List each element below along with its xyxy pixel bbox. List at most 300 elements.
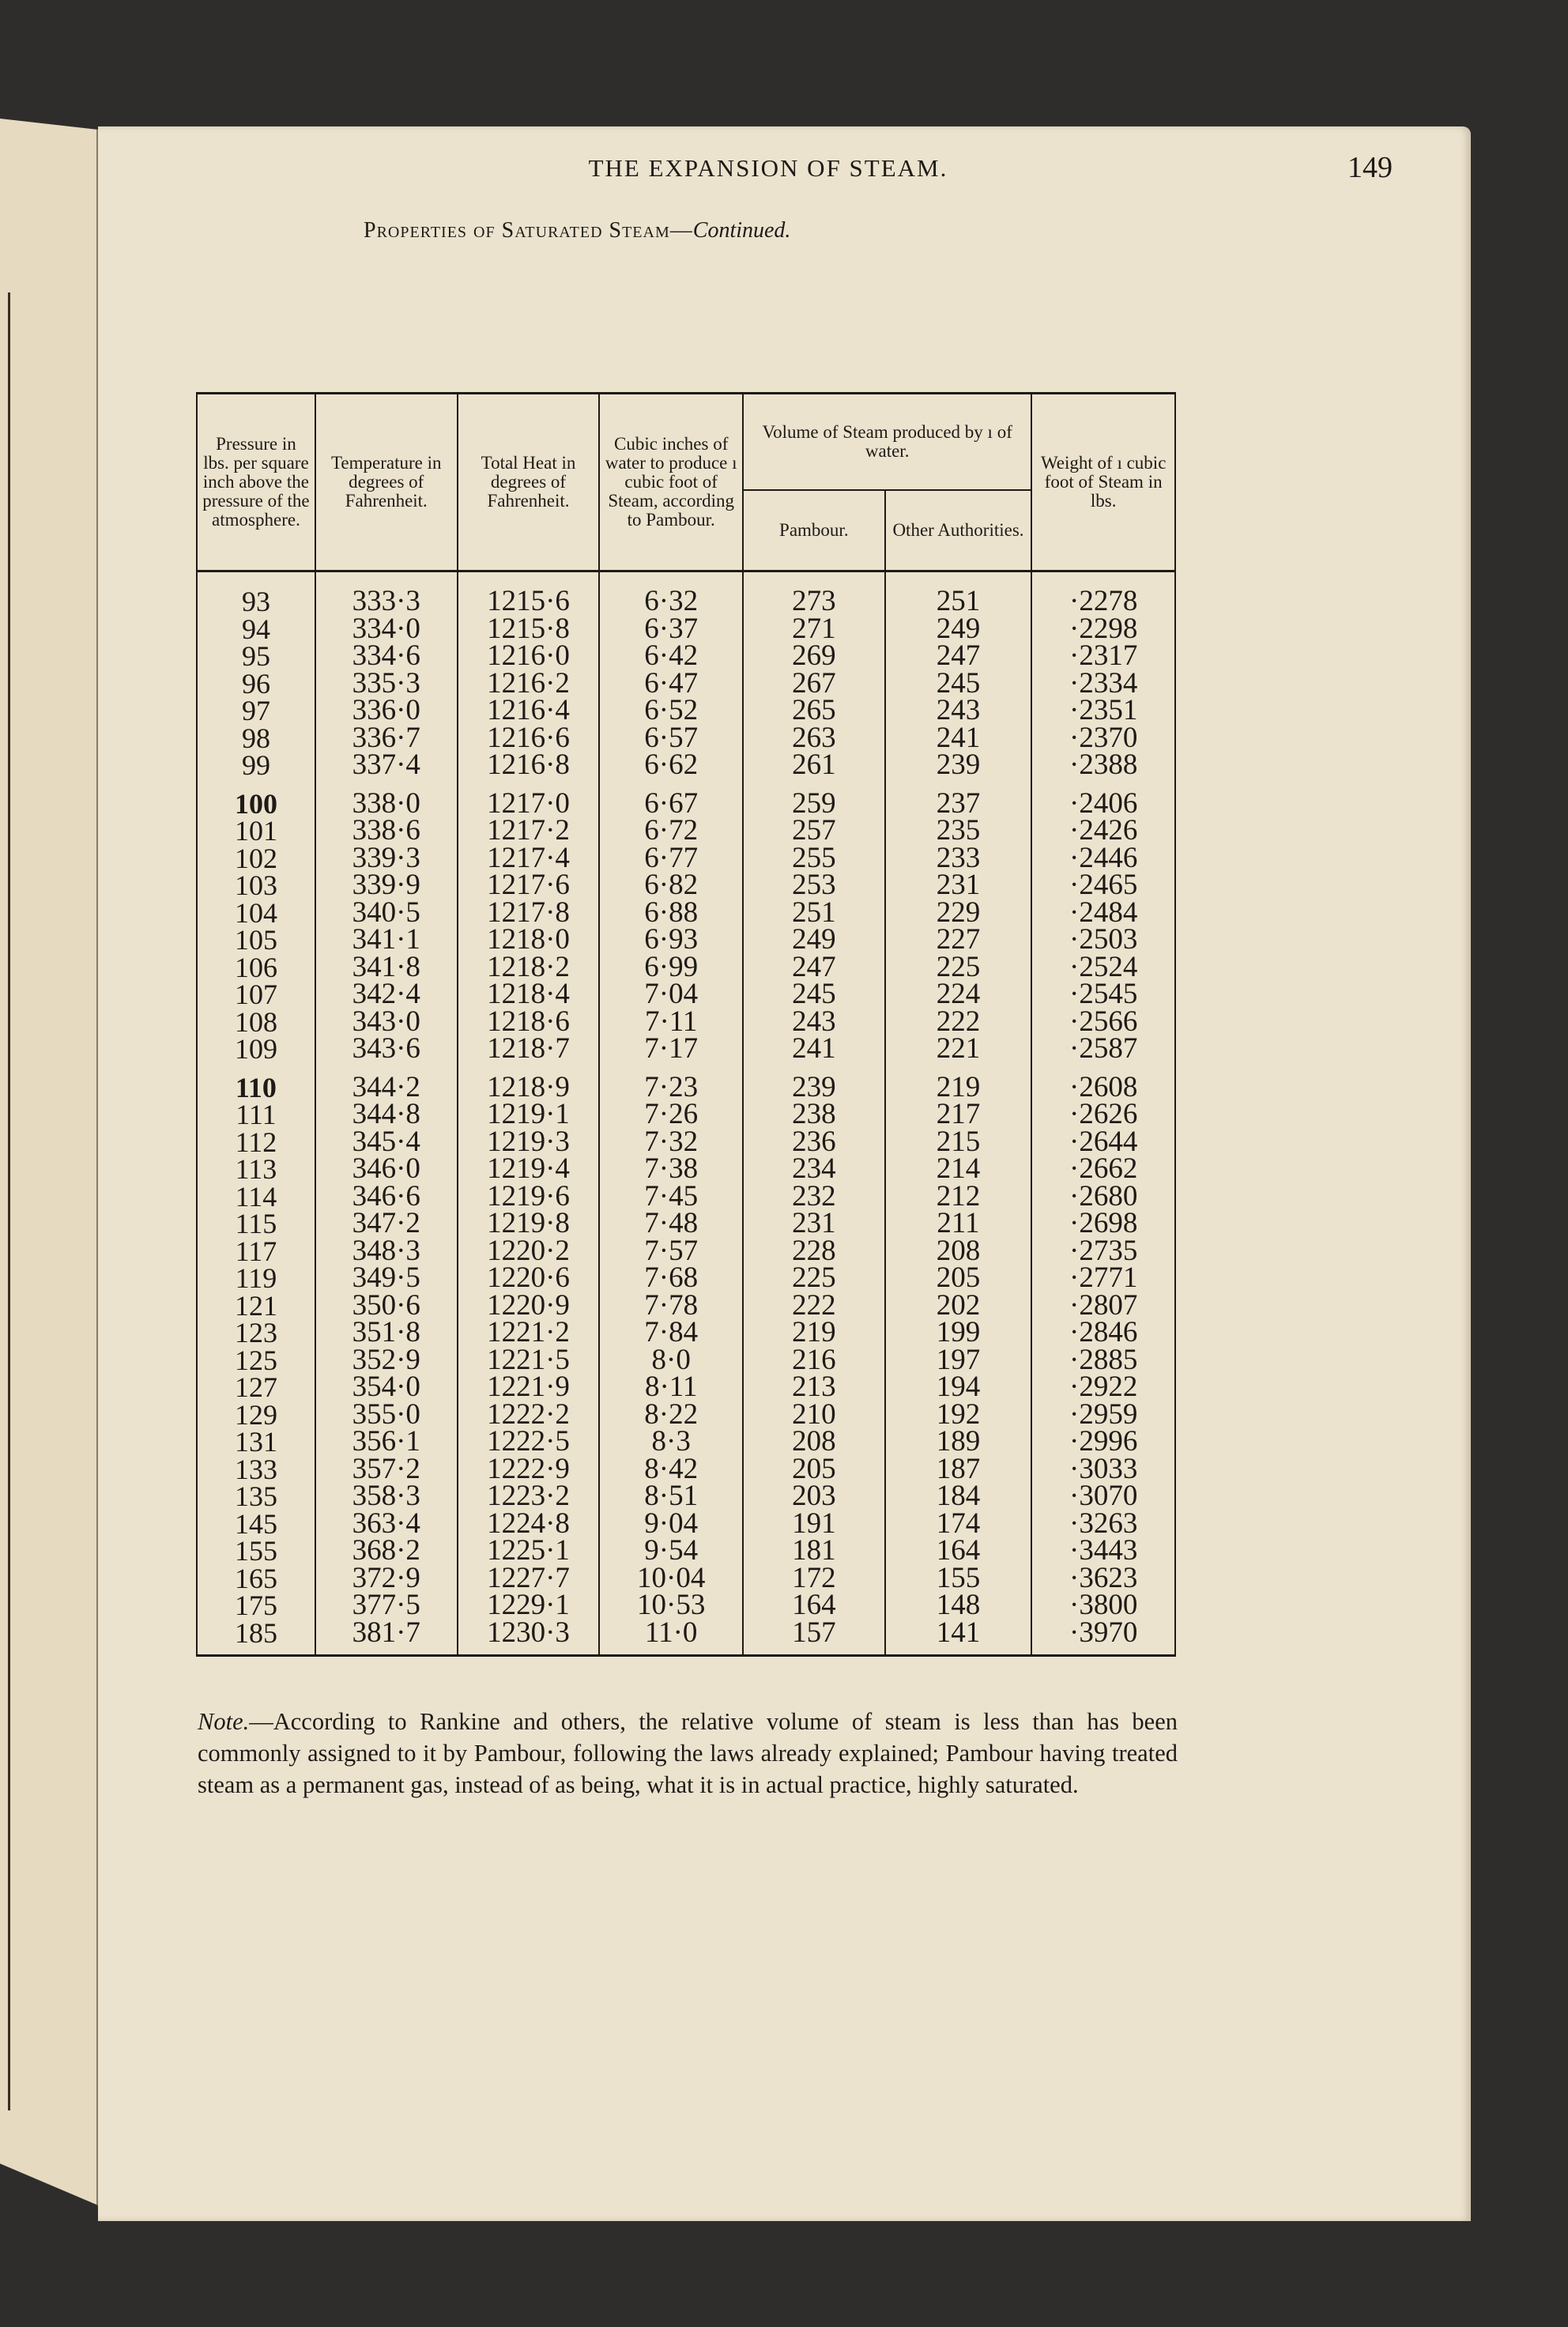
weight-cell: ·3033 — [1031, 1456, 1175, 1484]
pressure-cell: 105 — [197, 926, 315, 954]
table-row — [197, 1035, 1175, 1063]
volume-other-cell: 239 — [885, 752, 1032, 779]
cubic-inches-cell: 6·99 — [599, 954, 743, 982]
temperature-cell: 338·0 — [315, 779, 458, 818]
total-heat-cell: 1223·2 — [458, 1483, 600, 1510]
volume-pambour-cell: 238 — [743, 1101, 885, 1129]
volume-other-cell: 184 — [885, 1483, 1032, 1510]
volume-other-cell: 241 — [885, 725, 1032, 752]
table-row — [197, 899, 1175, 927]
volume-pambour-cell: 219 — [743, 1319, 885, 1347]
weight-cell: ·2278 — [1031, 577, 1175, 616]
weight-cell: ·3970 — [1031, 1620, 1175, 1656]
temperature-cell: 346·0 — [315, 1156, 458, 1183]
total-heat-cell: 1224·8 — [458, 1510, 600, 1538]
temperature-cell: 336·0 — [315, 697, 458, 725]
weight-cell: ·2545 — [1031, 981, 1175, 1009]
header-pressure: Pressure in lbs. per square inch above the pressure of the atmosphere. — [197, 394, 315, 571]
pressure-cell: 100 — [197, 779, 315, 818]
weight-cell: ·2996 — [1031, 1428, 1175, 1456]
weight-cell: ·2885 — [1031, 1347, 1175, 1375]
footnote-text: —According to Rankine and others, the relative volume of steam is less than has been commonly assigned to it by Pambour, following the laws already explained; Pambour having treated steam as a permanent gas, instead of as being, what it is in actual practice, highly saturated. — [198, 1708, 1178, 1798]
pressure-cell: 114 — [197, 1183, 315, 1211]
total-heat-cell: 1216·4 — [458, 697, 600, 725]
table-row — [197, 1620, 1175, 1656]
weight-cell: ·2698 — [1031, 1210, 1175, 1238]
cubic-inches-cell: 7·57 — [599, 1238, 743, 1265]
volume-other-cell: 208 — [885, 1238, 1032, 1265]
cubic-inches-cell: 8·22 — [599, 1401, 743, 1429]
table-row — [197, 1009, 1175, 1036]
volume-other-cell: 233 — [885, 845, 1032, 873]
temperature-cell: 345·4 — [315, 1129, 458, 1156]
total-heat-cell: 1217·2 — [458, 817, 600, 845]
total-heat-cell: 1220·9 — [458, 1292, 600, 1320]
cubic-inches-cell: 7·84 — [599, 1319, 743, 1347]
temperature-cell: 336·7 — [315, 725, 458, 752]
table-row — [197, 1292, 1175, 1320]
volume-other-cell: 227 — [885, 926, 1032, 954]
table-row — [197, 670, 1175, 698]
volume-other-cell: 217 — [885, 1101, 1032, 1129]
weight-cell: ·3443 — [1031, 1537, 1175, 1565]
temperature-cell: 352·9 — [315, 1347, 458, 1375]
page-number: 149 — [1348, 151, 1393, 184]
temperature-cell: 351·8 — [315, 1319, 458, 1347]
volume-other-cell: 202 — [885, 1292, 1032, 1320]
pressure-cell: 98 — [197, 725, 315, 752]
temperature-cell: 355·0 — [315, 1401, 458, 1429]
total-heat-cell: 1222·9 — [458, 1456, 600, 1484]
cubic-inches-cell: 7·78 — [599, 1292, 743, 1320]
cubic-inches-cell: 8·42 — [599, 1456, 743, 1484]
volume-other-cell: 245 — [885, 670, 1032, 698]
cubic-inches-cell: 6·67 — [599, 779, 743, 818]
cubic-inches-cell: 9·04 — [599, 1510, 743, 1538]
volume-pambour-cell: 222 — [743, 1292, 885, 1320]
cubic-inches-cell: 7·23 — [599, 1063, 743, 1102]
volume-pambour-cell: 273 — [743, 577, 885, 616]
volume-pambour-cell: 225 — [743, 1265, 885, 1292]
volume-pambour-cell: 236 — [743, 1129, 885, 1156]
pressure-cell: 129 — [197, 1401, 315, 1429]
pressure-cell: 113 — [197, 1156, 315, 1183]
temperature-cell: 343·6 — [315, 1035, 458, 1063]
pressure-cell: 96 — [197, 670, 315, 698]
pressure-cell: 145 — [197, 1510, 315, 1538]
table-row — [197, 1156, 1175, 1183]
volume-other-cell: 243 — [885, 697, 1032, 725]
pressure-cell: 112 — [197, 1129, 315, 1156]
volume-other-cell: 237 — [885, 779, 1032, 818]
volume-pambour-cell: 203 — [743, 1483, 885, 1510]
volume-pambour-cell: 269 — [743, 643, 885, 670]
pressure-cell: 103 — [197, 872, 315, 899]
total-heat-cell: 1216·6 — [458, 725, 600, 752]
pressure-cell: 95 — [197, 643, 315, 670]
table-caption — [364, 218, 790, 243]
table-row — [197, 926, 1175, 954]
cubic-inches-cell: 7·17 — [599, 1035, 743, 1063]
cubic-inches-cell: 6·93 — [599, 926, 743, 954]
table-row — [197, 697, 1175, 725]
total-heat-cell: 1227·7 — [458, 1565, 600, 1593]
temperature-cell: 342·4 — [315, 981, 458, 1009]
cubic-inches-cell: 8·3 — [599, 1428, 743, 1456]
total-heat-cell: 1222·5 — [458, 1428, 600, 1456]
volume-pambour-cell: 253 — [743, 872, 885, 899]
cubic-inches-cell: 6·77 — [599, 845, 743, 873]
weight-cell: ·3263 — [1031, 1510, 1175, 1538]
total-heat-cell: 1219·6 — [458, 1183, 600, 1211]
cubic-inches-cell: 6·72 — [599, 817, 743, 845]
volume-pambour-cell: 255 — [743, 845, 885, 873]
volume-other-cell: 215 — [885, 1129, 1032, 1156]
volume-pambour-cell: 213 — [743, 1374, 885, 1401]
total-heat-cell: 1217·8 — [458, 899, 600, 927]
volume-other-cell: 205 — [885, 1265, 1032, 1292]
total-heat-cell: 1220·6 — [458, 1265, 600, 1292]
volume-pambour-cell: 228 — [743, 1238, 885, 1265]
pressure-cell: 117 — [197, 1238, 315, 1265]
total-heat-cell: 1217·0 — [458, 779, 600, 818]
table-row — [197, 643, 1175, 670]
table-row — [197, 981, 1175, 1009]
pressure-cell: 97 — [197, 697, 315, 725]
table-row — [197, 1565, 1175, 1593]
total-heat-cell: 1218·0 — [458, 926, 600, 954]
volume-other-cell: 141 — [885, 1620, 1032, 1656]
cubic-inches-cell: 7·48 — [599, 1210, 743, 1238]
table-row — [197, 954, 1175, 982]
weight-cell: ·2626 — [1031, 1101, 1175, 1129]
total-heat-cell: 1216·0 — [458, 643, 600, 670]
pressure-cell: 107 — [197, 981, 315, 1009]
volume-other-cell: 251 — [885, 577, 1032, 616]
pressure-cell: 111 — [197, 1101, 315, 1129]
pressure-cell: 108 — [197, 1009, 315, 1036]
volume-other-cell: 192 — [885, 1401, 1032, 1429]
temperature-cell: 344·2 — [315, 1063, 458, 1102]
left-page-edge — [0, 119, 98, 2205]
total-heat-cell: 1221·9 — [458, 1374, 600, 1401]
total-heat-cell: 1218·7 — [458, 1035, 600, 1063]
cubic-inches-cell: 7·32 — [599, 1129, 743, 1156]
footnote-label: Note. — [198, 1708, 250, 1735]
table-row — [197, 1238, 1175, 1265]
weight-cell: ·2317 — [1031, 643, 1175, 670]
volume-pambour-cell: 172 — [743, 1565, 885, 1593]
volume-pambour-cell: 247 — [743, 954, 885, 982]
header-temperature: Temperature in degrees of Fahrenheit. — [315, 394, 458, 571]
header-cubic-inches: Cubic inches of water to produce ı cubic foot of Steam, according to Pambour. — [599, 394, 743, 571]
weight-cell: ·2771 — [1031, 1265, 1175, 1292]
volume-pambour-cell: 181 — [743, 1537, 885, 1565]
volume-pambour-cell: 216 — [743, 1347, 885, 1375]
temperature-cell: 363·4 — [315, 1510, 458, 1538]
volume-other-cell: 222 — [885, 1009, 1032, 1036]
weight-cell: ·2370 — [1031, 725, 1175, 752]
pressure-cell: 110 — [197, 1063, 315, 1102]
volume-pambour-cell: 205 — [743, 1456, 885, 1484]
volume-pambour-cell: 157 — [743, 1620, 885, 1656]
weight-cell: ·2524 — [1031, 954, 1175, 982]
temperature-cell: 377·5 — [315, 1592, 458, 1620]
total-heat-cell: 1229·1 — [458, 1592, 600, 1620]
temperature-cell: 350·6 — [315, 1292, 458, 1320]
weight-cell: ·2465 — [1031, 872, 1175, 899]
volume-other-cell: 221 — [885, 1035, 1032, 1063]
table-row — [197, 1592, 1175, 1620]
total-heat-cell: 1215·6 — [458, 577, 600, 616]
weight-cell: ·2644 — [1031, 1129, 1175, 1156]
cubic-inches-cell: 7·04 — [599, 981, 743, 1009]
pressure-cell: 165 — [197, 1565, 315, 1593]
pressure-cell: 106 — [197, 954, 315, 982]
total-heat-cell: 1221·5 — [458, 1347, 600, 1375]
header-total-heat: Total Heat in degrees of Fahrenheit. — [458, 394, 600, 571]
pressure-cell: 119 — [197, 1265, 315, 1292]
volume-other-cell: 187 — [885, 1456, 1032, 1484]
total-heat-cell: 1219·4 — [458, 1156, 600, 1183]
volume-other-cell: 199 — [885, 1319, 1032, 1347]
weight-cell: ·2807 — [1031, 1292, 1175, 1320]
table-row — [197, 1428, 1175, 1456]
pressure-cell: 93 — [197, 577, 315, 616]
temperature-cell: 348·3 — [315, 1238, 458, 1265]
weight-cell: ·3623 — [1031, 1565, 1175, 1593]
temperature-cell: 349·5 — [315, 1265, 458, 1292]
temperature-cell: 338·6 — [315, 817, 458, 845]
total-heat-cell: 1230·3 — [458, 1620, 600, 1656]
volume-pambour-cell: 234 — [743, 1156, 885, 1183]
pressure-cell: 155 — [197, 1537, 315, 1565]
temperature-cell: 339·9 — [315, 872, 458, 899]
volume-pambour-cell: 210 — [743, 1401, 885, 1429]
cubic-inches-cell: 8·51 — [599, 1483, 743, 1510]
weight-cell: ·2959 — [1031, 1401, 1175, 1429]
table-row — [197, 1101, 1175, 1129]
volume-pambour-cell: 271 — [743, 616, 885, 643]
temperature-cell: 347·2 — [315, 1210, 458, 1238]
total-heat-cell: 1218·6 — [458, 1009, 600, 1036]
weight-cell: ·2846 — [1031, 1319, 1175, 1347]
total-heat-cell: 1219·1 — [458, 1101, 600, 1129]
cubic-inches-cell: 6·37 — [599, 616, 743, 643]
pressure-cell: 127 — [197, 1374, 315, 1401]
cubic-inches-cell: 8·11 — [599, 1374, 743, 1401]
volume-other-cell: 155 — [885, 1565, 1032, 1593]
temperature-cell: 335·3 — [315, 670, 458, 698]
temperature-cell: 339·3 — [315, 845, 458, 873]
table-row — [197, 779, 1175, 818]
weight-cell: ·2334 — [1031, 670, 1175, 698]
total-heat-cell: 1217·6 — [458, 872, 600, 899]
temperature-cell: 344·8 — [315, 1101, 458, 1129]
temperature-cell: 368·2 — [315, 1537, 458, 1565]
cubic-inches-cell: 10·04 — [599, 1565, 743, 1593]
volume-other-cell: 224 — [885, 981, 1032, 1009]
saturated-steam-table — [196, 392, 1176, 1657]
weight-cell: ·2351 — [1031, 697, 1175, 725]
cubic-inches-cell: 7·11 — [599, 1009, 743, 1036]
volume-pambour-cell: 245 — [743, 981, 885, 1009]
weight-cell: ·3070 — [1031, 1483, 1175, 1510]
weight-cell: ·2484 — [1031, 899, 1175, 927]
table-row — [197, 1319, 1175, 1347]
volume-other-cell: 211 — [885, 1210, 1032, 1238]
temperature-cell: 357·2 — [315, 1456, 458, 1484]
total-heat-cell: 1215·8 — [458, 616, 600, 643]
total-heat-cell: 1225·1 — [458, 1537, 600, 1565]
weight-cell: ·2662 — [1031, 1156, 1175, 1183]
pressure-cell: 101 — [197, 817, 315, 845]
header-weight: Weight of ı cubic foot of Steam in lbs. — [1031, 394, 1175, 571]
total-heat-cell: 1219·3 — [458, 1129, 600, 1156]
table-row — [197, 1347, 1175, 1375]
table-caption-continued: Continued. — [692, 218, 791, 243]
volume-other-cell: 235 — [885, 817, 1032, 845]
table-row — [197, 1537, 1175, 1565]
total-heat-cell: 1216·8 — [458, 752, 600, 779]
volume-pambour-cell: 164 — [743, 1592, 885, 1620]
cubic-inches-cell: 10·53 — [599, 1592, 743, 1620]
temperature-cell: 334·6 — [315, 643, 458, 670]
volume-pambour-cell: 257 — [743, 817, 885, 845]
cubic-inches-cell: 6·82 — [599, 872, 743, 899]
volume-pambour-cell: 191 — [743, 1510, 885, 1538]
table-caption-title: Properties of Saturated Steam— — [364, 218, 693, 243]
weight-cell: ·2446 — [1031, 845, 1175, 873]
volume-pambour-cell: 249 — [743, 926, 885, 954]
left-page-rule — [0, 292, 10, 2110]
cubic-inches-cell: 6·32 — [599, 577, 743, 616]
temperature-cell: 356·1 — [315, 1428, 458, 1456]
volume-pambour-cell: 265 — [743, 697, 885, 725]
weight-cell: ·2608 — [1031, 1063, 1175, 1102]
volume-other-cell: 214 — [885, 1156, 1032, 1183]
volume-other-cell: 164 — [885, 1537, 1032, 1565]
volume-pambour-cell: 243 — [743, 1009, 885, 1036]
pressure-cell: 135 — [197, 1483, 315, 1510]
table-row — [197, 577, 1175, 616]
weight-cell: ·2298 — [1031, 616, 1175, 643]
header-rule — [197, 571, 1175, 578]
temperature-cell: 333·3 — [315, 577, 458, 616]
pressure-cell: 104 — [197, 899, 315, 927]
cubic-inches-cell: 7·26 — [599, 1101, 743, 1129]
volume-other-cell: 194 — [885, 1374, 1032, 1401]
volume-other-cell: 189 — [885, 1428, 1032, 1456]
cubic-inches-cell: 6·42 — [599, 643, 743, 670]
volume-pambour-cell: 208 — [743, 1428, 885, 1456]
table-row — [197, 1456, 1175, 1484]
weight-cell: ·2735 — [1031, 1238, 1175, 1265]
total-heat-cell: 1216·2 — [458, 670, 600, 698]
total-heat-cell: 1217·4 — [458, 845, 600, 873]
volume-pambour-cell: 267 — [743, 670, 885, 698]
volume-pambour-cell: 251 — [743, 899, 885, 927]
table-row — [197, 1510, 1175, 1538]
table-row — [197, 1129, 1175, 1156]
temperature-cell: 358·3 — [315, 1483, 458, 1510]
temperature-cell: 346·6 — [315, 1183, 458, 1211]
weight-cell: ·2406 — [1031, 779, 1175, 818]
table-body — [197, 577, 1175, 1656]
volume-pambour-cell: 239 — [743, 1063, 885, 1102]
total-heat-cell: 1218·4 — [458, 981, 600, 1009]
header-volume-pambour: Pambour. — [743, 490, 885, 571]
cubic-inches-cell: 6·88 — [599, 899, 743, 927]
total-heat-cell: 1222·2 — [458, 1401, 600, 1429]
cubic-inches-cell: 7·68 — [599, 1265, 743, 1292]
weight-cell: ·2587 — [1031, 1035, 1175, 1063]
volume-pambour-cell: 241 — [743, 1035, 885, 1063]
table-row — [197, 616, 1175, 643]
cubic-inches-cell: 9·54 — [599, 1537, 743, 1565]
pressure-cell: 123 — [197, 1319, 315, 1347]
cubic-inches-cell: 6·62 — [599, 752, 743, 779]
volume-other-cell: 225 — [885, 954, 1032, 982]
total-heat-cell: 1219·8 — [458, 1210, 600, 1238]
pressure-cell: 175 — [197, 1592, 315, 1620]
temperature-cell: 341·8 — [315, 954, 458, 982]
total-heat-cell: 1218·2 — [458, 954, 600, 982]
pressure-cell: 121 — [197, 1292, 315, 1320]
cubic-inches-cell: 6·57 — [599, 725, 743, 752]
pressure-cell: 185 — [197, 1620, 315, 1656]
temperature-cell: 340·5 — [315, 899, 458, 927]
table-row — [197, 872, 1175, 899]
temperature-cell: 334·0 — [315, 616, 458, 643]
cubic-inches-cell: 7·38 — [599, 1156, 743, 1183]
volume-pambour-cell: 231 — [743, 1210, 885, 1238]
temperature-cell: 381·7 — [315, 1620, 458, 1656]
volume-other-cell: 231 — [885, 872, 1032, 899]
weight-cell: ·2426 — [1031, 817, 1175, 845]
table-row — [197, 1401, 1175, 1429]
volume-other-cell: 247 — [885, 643, 1032, 670]
volume-other-cell: 229 — [885, 899, 1032, 927]
volume-pambour-cell: 261 — [743, 752, 885, 779]
pressure-cell: 109 — [197, 1035, 315, 1063]
temperature-cell: 343·0 — [315, 1009, 458, 1036]
cubic-inches-cell: 11·0 — [599, 1620, 743, 1656]
volume-other-cell: 148 — [885, 1592, 1032, 1620]
weight-cell: ·2566 — [1031, 1009, 1175, 1036]
table-row — [197, 1063, 1175, 1102]
pressure-cell: 115 — [197, 1210, 315, 1238]
table-row — [197, 1210, 1175, 1238]
table-row — [197, 845, 1175, 873]
total-heat-cell: 1220·2 — [458, 1238, 600, 1265]
table-row — [197, 1374, 1175, 1401]
cubic-inches-cell: 8·0 — [599, 1347, 743, 1375]
weight-cell: ·2388 — [1031, 752, 1175, 779]
temperature-cell: 372·9 — [315, 1565, 458, 1593]
table-row — [197, 725, 1175, 752]
weight-cell: ·2922 — [1031, 1374, 1175, 1401]
weight-cell: ·3800 — [1031, 1592, 1175, 1620]
volume-other-cell: 249 — [885, 616, 1032, 643]
volume-pambour-cell: 263 — [743, 725, 885, 752]
temperature-cell: 341·1 — [315, 926, 458, 954]
temperature-cell: 337·4 — [315, 752, 458, 779]
table-row — [197, 817, 1175, 845]
volume-pambour-cell: 259 — [743, 779, 885, 818]
volume-other-cell: 174 — [885, 1510, 1032, 1538]
footnote — [198, 1706, 1178, 1801]
